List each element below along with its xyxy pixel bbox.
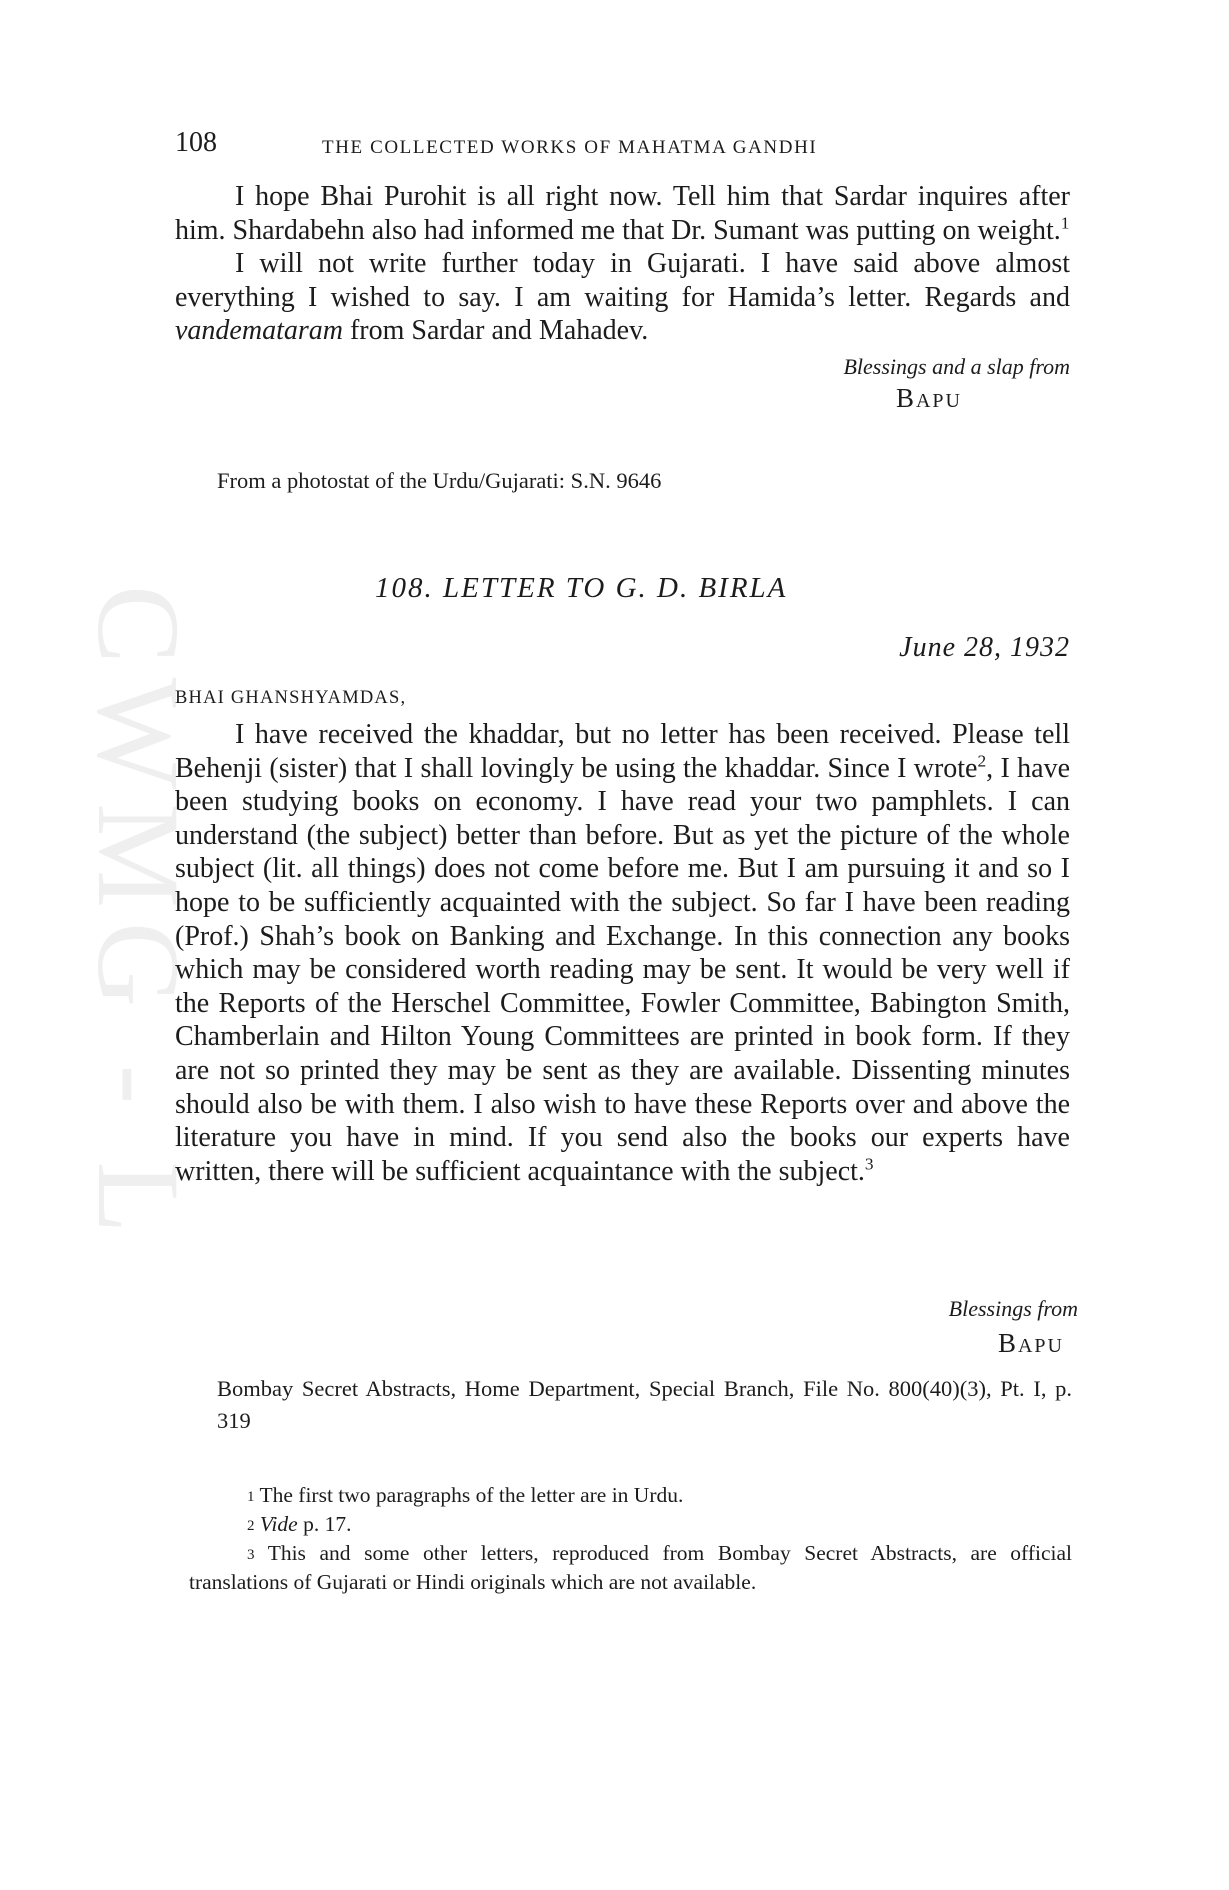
source-citation: From a photostat of the Urdu/Gujarati: S.N. 9646 [217, 468, 662, 493]
footnote-ref: 3 [864, 1154, 874, 1174]
signoff: Blessings from [948, 1296, 1078, 1321]
paragraph-text: , I have been studying books on economy. I have read your two pamphlets. I can understand (the subject) better than before. But as yet the picture of the whole subject (lit. all things) does not come before me. But I am pursuing it and so I hope to be sufficiently acquainted with the subject. So far I have been reading (Prof.) Shah’s book on Banking and Exchange. In this connection any books which may be considered worth reading may be sent. It would be very well if the Reports of the Herschel Committee, Fowler Committee, Babington Smith, Chamberlain and Hilton Young Committees are printed in book form. If they are not so printed they may be sent as they are available. Dissenting minutes should also be with them. I also wish to have these Reports over and above the literature you have in mind. If you send also the books our experts have written, there will be sufficient acquaintance with the subject. [175, 752, 1070, 1187]
footnote-italic: Vide [259, 1512, 298, 1536]
running-head [175, 127, 1070, 163]
paragraph [175, 718, 1070, 1188]
footnote [189, 1539, 1072, 1597]
signature-rest: APU [1017, 1335, 1064, 1357]
footnote-text: This and some other letters, reproduced from Bombay Secret Abstracts, are official translations of Gujarati or Hindi originals which are not available. [189, 1541, 1072, 1594]
signature-initial: B [895, 382, 916, 413]
footnote-number: 1 [247, 1489, 255, 1505]
footnote-ref: 1 [1060, 213, 1070, 233]
footnote-number: 2 [247, 1518, 255, 1534]
letter-date: June 28, 1932 [899, 632, 1070, 663]
document-heading: 108. LETTER TO G. D. BIRLA [375, 572, 788, 604]
footnote-text: p. 17. [297, 1512, 352, 1536]
previous-letter-ending [175, 180, 1070, 417]
paragraph [175, 180, 1070, 247]
footnote [189, 1510, 1072, 1539]
signature-rest: APU [915, 389, 962, 412]
watermark-text: CWMG - L [73, 585, 204, 1248]
paragraph-text: from Sardar and Mahadev. [342, 315, 649, 346]
paragraph-text: I have received the khaddar, but no letter has been received. Please tell Behenji (sister) that I shall lovingly be using the khaddar. Since I wrote [175, 719, 1070, 784]
footnotes [189, 1481, 1072, 1597]
footnote-ref: 2 [977, 751, 987, 771]
salutation: BHAI GHANSHYAMDAS, [175, 688, 407, 708]
italic-word: vandemataram [175, 315, 343, 346]
footnote [189, 1481, 1072, 1510]
page-number: 108 [175, 127, 217, 158]
running-title: THE COLLECTED WORKS OF MAHATMA GANDHI [322, 137, 818, 158]
footnote-number: 3 [247, 1547, 255, 1563]
paragraph-text: I will not write further today in Gujarati. I have said above almost everything I wished to say. I am waiting for Hamida’s letter. Regards and [175, 248, 1070, 313]
paragraph [175, 247, 1070, 348]
footnote-text: The first two paragraphs of the letter are in Urdu. [259, 1483, 684, 1507]
signature [998, 1328, 1064, 1359]
signature-initial: B [997, 1328, 1018, 1358]
signature [175, 382, 1070, 417]
source-citation: Bombay Secret Abstracts, Home Department, Special Branch, File No. 800(40)(3), Pt. I, p. 319 [217, 1376, 1072, 1433]
letter-body [175, 718, 1070, 1188]
signoff: Blessings and a slap from [843, 353, 1070, 379]
paragraph-text: I hope Bhai Purohit is all right now. Tell him that Sardar inquires after him. Shardabehn also had informed me that Dr. Sumant was putting on weight. [175, 181, 1070, 246]
